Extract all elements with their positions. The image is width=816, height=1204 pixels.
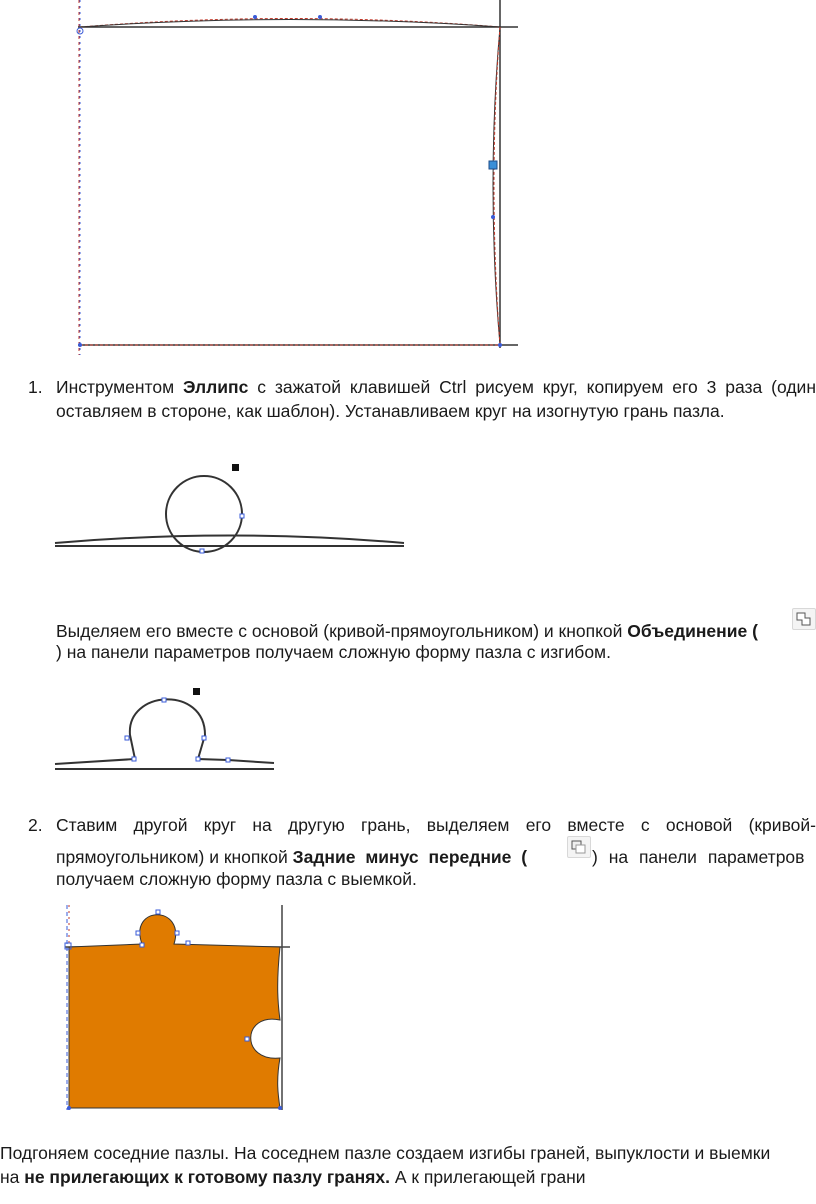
back-minus-front-command: Задние минус передние ( bbox=[292, 847, 528, 867]
ellipse-tool-name: Эллипс bbox=[183, 377, 249, 397]
step-2-number: 2. bbox=[28, 815, 43, 835]
union-paragraph-line-2: ) на панели параметров получаем сложную форму пазла с изгибом. bbox=[56, 642, 611, 662]
final-paragraph-line-2 bbox=[0, 1164, 816, 1191]
step-1-text-a: Инструментом bbox=[56, 377, 183, 397]
final-text-b: А к прилегающей грани bbox=[389, 1167, 586, 1187]
step-1-line-2: оставляем в стороне, как шаблон). Устанавливаем круг на изогнутую грань пазла. bbox=[56, 401, 725, 421]
union-text-a: Выделяем его вместе с основой (кривой-прямоугольником) и кнопкой bbox=[56, 621, 628, 641]
step-2-text-a: прямоугольником) и кнопкой bbox=[56, 847, 293, 867]
step-2-line-3: получаем сложную форму пазла с выемкой. bbox=[56, 869, 417, 889]
step-1-number: 1. bbox=[28, 377, 43, 397]
step-2-line-1: Ставим другой круг на другую грань, выделяем его вместе с основой (кривой- bbox=[56, 815, 816, 835]
step-1-text-b: с зажатой клавишей Ctrl рисуем круг, копируем его 3 раза (один bbox=[248, 377, 816, 397]
step-2-line-2-end: ) на панели параметров bbox=[592, 847, 805, 867]
final-text-a: на bbox=[0, 1167, 25, 1187]
final-paragraph-line-1: Подгоняем соседние пазлы. На соседнем пазле создаем изгибы граней, выпуклости и выемки bbox=[0, 1143, 771, 1163]
union-command-name: Объединение ( bbox=[627, 621, 758, 641]
final-bold-phrase: не прилегающих к готовому пазлу гранях. bbox=[24, 1167, 390, 1187]
